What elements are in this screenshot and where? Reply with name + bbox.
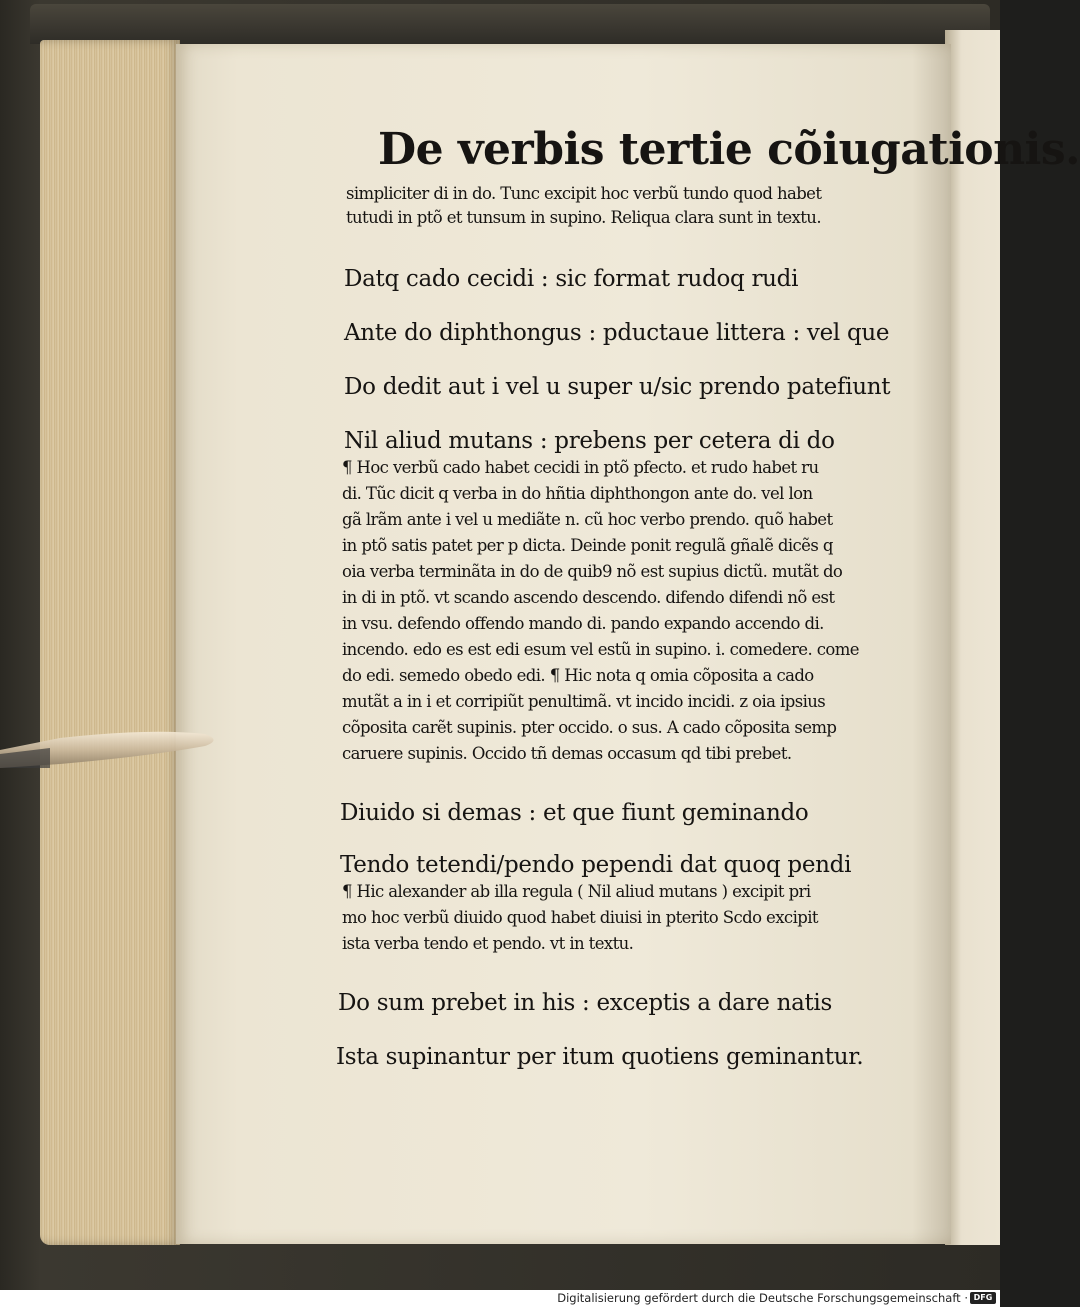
verse-line: Do dedit aut i vel u super u/sic prendo patefiunt xyxy=(344,374,891,400)
verse-line: Ante do diphthongus : pductaue littera : vel que xyxy=(344,320,890,346)
gloss-line: incendo. edo es est edi esum vel estũ in supino. i. comedere. come xyxy=(342,640,859,659)
verse-line: Ista supinantur per itum quotiens geminantur. xyxy=(336,1044,864,1070)
page-heading: De verbis tertie cõiugationis. xyxy=(378,124,1080,175)
gloss-line: mo hoc verbũ diuido quod habet diuisi in pterito Scdo excipit xyxy=(342,908,818,927)
verse-line: Tendo tetendi/pendo pependi dat quoq pendi xyxy=(340,852,852,878)
verse-line: Do sum prebet in his : exceptis a dare natis xyxy=(338,990,832,1016)
verse-line: Datq cado cecidi : sic format rudoq rudi xyxy=(344,266,799,292)
verse-line: Diuido si demas : et que fiunt geminando xyxy=(340,800,809,826)
gloss-line: in vsu. defendo offendo mando di. pando expando accendo di. xyxy=(342,614,824,633)
gloss-line: ¶ Hoc verbũ cado habet cecidi in ptõ pfecto. et rudo habet ru xyxy=(342,458,819,477)
gloss-line: oia verba terminãta in do de quib9 nõ est supius dictũ. mutãt do xyxy=(342,562,843,581)
footer-bar xyxy=(0,1290,1000,1307)
funding-credit: Digitalisierung gefördert durch die Deutsche Forschungsgemeinschaft · xyxy=(557,1291,968,1305)
gloss-line: in di in ptõ. vt scando ascendo descendo. difendo difendi nõ est xyxy=(342,588,835,607)
verse-line: Nil aliud mutans : prebens per cetera di do xyxy=(344,428,835,454)
gloss-line: caruere supinis. Occido tñ demas occasum qd tibi prebet. xyxy=(342,744,792,763)
gloss-line: mutãt a in i et corripiũt penultimã. vt incido incidi. z oia ipsius xyxy=(342,692,826,711)
gloss-line: in ptõ satis patet per p dicta. Deinde ponit regulã gñalẽ dicẽs q xyxy=(342,536,833,555)
gloss-line: di. Tũc dicit q verba in do hñtia diphthongon ante do. vel lon xyxy=(342,484,813,503)
gloss-line: gã lrãm ante i vel u mediãte n. cũ hoc verbo prendo. quõ habet xyxy=(342,510,833,529)
gloss-line: ¶ Hic alexander ab illa regula ( Nil aliud mutans ) excipit pri xyxy=(342,882,811,901)
gloss-line: ista verba tendo et pendo. vt in textu. xyxy=(342,934,634,953)
gloss-line: tutudi in ptõ et tunsum in supino. Reliqua clara sunt in textu. xyxy=(346,208,821,227)
dfg-logo-icon: DFG xyxy=(970,1292,996,1304)
gloss-line: cõposita carẽt supinis. pter occido. o sus. A cado cõposita semp xyxy=(342,718,837,737)
gloss-line: do edi. semedo obedo edi. ¶ Hic nota q omia cõposita a cado xyxy=(342,666,814,685)
gloss-line: simpliciter di in do. Tunc excipit hoc verbũ tundo quod habet xyxy=(346,184,822,203)
